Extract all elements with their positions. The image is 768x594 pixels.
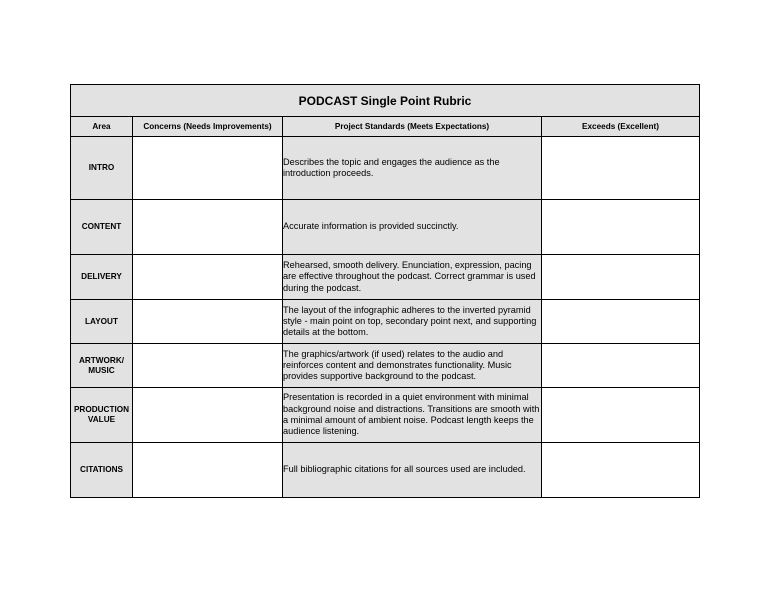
table-row <box>71 300 700 344</box>
rubric-table <box>70 84 700 498</box>
table-row <box>71 137 700 200</box>
area-label: DELIVERY <box>81 272 122 281</box>
concerns-cell[interactable] <box>133 443 283 498</box>
concerns-cell[interactable] <box>133 300 283 344</box>
area-label: LAYOUT <box>85 316 118 326</box>
standard-cell: Accurate information is provided succinctly. <box>283 200 542 255</box>
header-exceeds: Exceeds (Excellent) <box>542 117 700 137</box>
standard-cell: Describes the topic and engages the audience as the introduction proceeds. <box>283 137 542 200</box>
area-label: ARTWORK/ <box>78 355 125 365</box>
title-row <box>71 85 700 117</box>
table-row <box>71 388 700 443</box>
area-cell <box>71 255 133 300</box>
area-cell <box>71 388 133 443</box>
header-standards: Project Standards (Meets Expectations) <box>283 117 542 137</box>
table-row <box>71 344 700 388</box>
exceeds-cell[interactable] <box>542 443 700 498</box>
rubric-title: PODCAST Single Point Rubric <box>71 85 700 117</box>
concerns-cell[interactable] <box>133 344 283 388</box>
concerns-cell[interactable] <box>133 255 283 300</box>
concerns-cell[interactable] <box>133 388 283 443</box>
area-label: CITATIONS <box>80 465 123 474</box>
header-row <box>71 117 700 137</box>
header-concerns: Concerns (Needs Improvements) <box>133 117 283 137</box>
standard-cell: Presentation is recorded in a quiet environment with minimal background noise and distractions. Transitions are smooth with a minimal amount of ambient noise. Podcast length keeps the audience listening. <box>283 388 542 443</box>
exceeds-cell[interactable] <box>542 344 700 388</box>
exceeds-cell[interactable] <box>542 137 700 200</box>
concerns-cell[interactable] <box>133 200 283 255</box>
standard-cell: The layout of the infographic adheres to the inverted pyramid style - main point on top, secondary point next, and supporting details at the bottom. <box>283 300 542 344</box>
exceeds-cell[interactable] <box>542 388 700 443</box>
exceeds-cell[interactable] <box>542 300 700 344</box>
area-cell <box>71 300 133 344</box>
standard-cell: The graphics/artwork (if used) relates to the audio and reinforces content and demonstrates functionality. Music provides supportive background to the podcast. <box>283 344 542 388</box>
area-cell <box>71 137 133 200</box>
table-row <box>71 200 700 255</box>
exceeds-cell[interactable] <box>542 200 700 255</box>
concerns-cell[interactable] <box>133 137 283 200</box>
table-row <box>71 443 700 498</box>
area-cell <box>71 200 133 255</box>
area-cell <box>71 443 133 498</box>
area-label: CONTENT <box>81 222 122 231</box>
area-label: VALUE <box>87 415 116 424</box>
standard-cell: Rehearsed, smooth delivery. Enunciation, expression, pacing are effective throughout the podcast. Correct grammar is used during the podcast. <box>283 255 542 300</box>
area-label: MUSIC <box>88 365 115 375</box>
standard-cell: Full bibliographic citations for all sources used are included. <box>283 443 542 498</box>
area-cell <box>71 344 133 388</box>
table-row <box>71 255 700 300</box>
area-label: INTRO <box>88 163 115 172</box>
header-area: Area <box>71 117 133 137</box>
area-label: PRODUCTION <box>73 405 130 414</box>
exceeds-cell[interactable] <box>542 255 700 300</box>
